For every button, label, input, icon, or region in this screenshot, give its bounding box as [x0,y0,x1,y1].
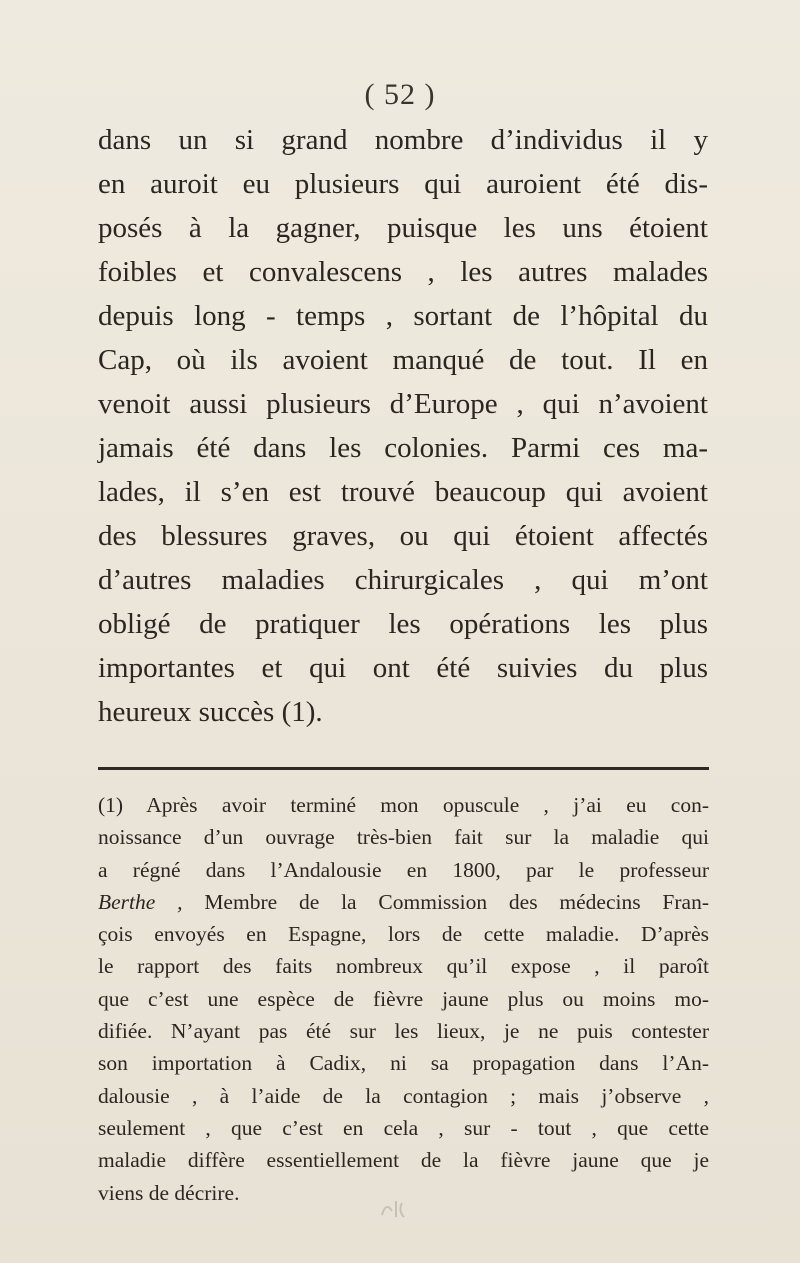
text-line: Cap, où ils avoient manqué de tout. Il en [98,344,708,376]
main-paragraph [98,118,708,734]
faded-mark-icon [378,1193,408,1223]
footnote-line: dalousie , à l’aide de la contagion ; mais j’observe , [98,1083,709,1108]
footnote-line-author [98,886,709,918]
text-line: d’autres maladies chirurgicales , qui m’ont [98,564,708,596]
footnote-divider [98,767,709,770]
footnote-line: çois envoyés en Espagne, lors de cette maladie. D’après [98,922,709,947]
text-line: importantes et qui ont été suivies du plus [98,652,708,684]
footnote-line: son importation à Cadix, ni sa propagation dans l’An- [98,1051,709,1076]
footnote-line: a régné dans l’Andalousie en 1800, par le professeur [98,857,709,882]
footnote-line: le rapport des faits nombreux qu’il expose , il paroît [98,954,709,979]
footnote-line: que c’est une espèce de fièvre jaune plus ou moins mo- [98,986,709,1011]
text-line: en auroit eu plusieurs qui auroient été dis- [98,168,708,200]
text-line: foibles et convalescens , les autres malades [98,256,708,288]
author-name: Berthe , [98,889,183,914]
text-line: posés à la gagner, puisque les uns étoient [98,212,708,244]
footnote-line: seulement , que c’est en cela , sur - tout , que cette [98,1115,709,1140]
page-number: ( 52 ) [364,78,436,111]
footnote-line: viens de décrire. [98,1180,240,1205]
footnote-line: noissance d’un ouvrage très-bien fait sur la maladie qui [98,825,709,850]
text-line: depuis long - temps , sortant de l’hôpital du [98,300,708,332]
footnote-line: (1) Après avoir terminé mon opuscule , j’ai eu con- [98,793,709,817]
text-line: heureux succès (1). [98,696,323,728]
footnote-line: maladie diffère essentiellement de la fièvre jaune que je [98,1148,709,1173]
text-line: lades, il s’en est trouvé beaucoup qui avoient [98,476,708,508]
text-line: obligé de pratiquer les opérations les plus [98,608,708,640]
text-line: dans un si grand nombre d’individus il y [98,124,708,156]
text-line: jamais été dans les colonies. Parmi ces ma- [98,432,708,464]
text-line: venoit aussi plusieurs d’Europe , qui n’avoient [98,388,708,420]
footnote [98,789,709,1209]
text-line: des blessures graves, ou qui étoient affectés [98,520,708,552]
footnote-line: difiée. N’ayant pas été sur les lieux, je ne puis contester [98,1019,709,1044]
author-description: Membre de la Commission des médecins Fran- [182,889,709,914]
